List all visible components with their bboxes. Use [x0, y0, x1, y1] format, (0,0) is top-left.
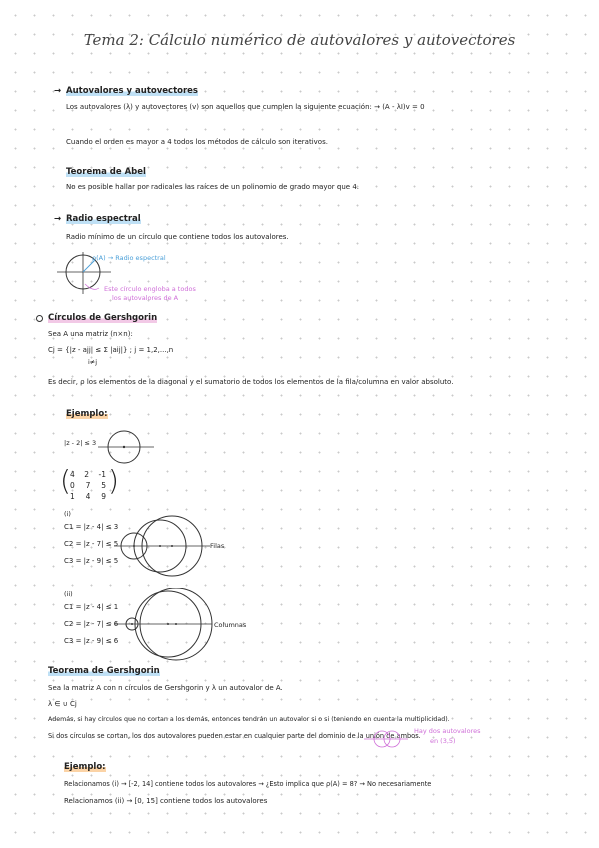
row-i-c2: C2 = |z - 7| ≤ 5	[64, 540, 119, 548]
text-radio-definition: Radio mínimo de un círculo que contiene todos los autovalores.	[66, 233, 289, 241]
matrix-left-bracket: (	[60, 464, 71, 497]
bullet-icon	[36, 315, 43, 322]
gershgorin-columnas-diagram	[112, 588, 214, 666]
arrow-icon: →	[54, 86, 62, 96]
matrix: 4 2 -1 0 7 5 1 4 9	[70, 470, 106, 501]
heading-abel: Teorema de Abel	[66, 167, 146, 177]
circle-example-diagram	[96, 424, 156, 470]
text-es-decir: Es decir, ρ los elementos de la diagonal y el sumatorio de todos los elementos de la fila/columna en valor absoluto.	[48, 378, 454, 386]
heading-autovalores: Autovalores y autovectores	[66, 86, 198, 96]
text-teorema-line1: Sea la matriz A con n círculos de Gershgorin y λ un autovalor de A.	[48, 684, 283, 692]
heading-circulos-gershgorin: Círculos de Gershgorin	[48, 313, 158, 323]
text-orden-iterativo: Cuando el orden es mayor a 4 todos los métodos de cálculo son iterativos.	[66, 138, 328, 146]
row-ii-c2: C2 = |z - 7| ≤ 6	[64, 620, 119, 628]
note-dos-autovalores-1: Hay dos autovalores	[414, 727, 481, 735]
label-columnas: Columnas	[214, 621, 247, 629]
note-circle-line1: Este círculo engloba a todos	[104, 285, 196, 293]
page-title: Tema 2: Cálculo numérico de autovalores y autovectores	[83, 31, 516, 49]
text-teorema-line3: Además, si hay círculos que no cortan a los demás, entonces tendrán un autovalor si o si (teniendo en cuenta la multiplicidad).	[48, 716, 450, 723]
label-part-ii: (ii)	[64, 590, 73, 598]
heading-teorema-gershgorin: Teorema de Gershgorin	[48, 666, 160, 676]
two-circles-sketch	[364, 728, 410, 750]
text-abel: No es posible hallar por radicales las raíces de un polinomio de grado mayor que 4.	[66, 183, 360, 191]
text-autovalores-definition: Los autovalores (λ) y autovectores (v) son aquellos que cumplen la siguiente ecuación: → (A - λI)v = 0	[66, 103, 425, 111]
text-teorema-line4: Si dos círculos se cortan, los dos autovalores pueden estar en cualquier parte del dominio de la unión de ambos.	[48, 732, 421, 740]
row-i-c1: C1 = |z - 4| ≤ 3	[64, 523, 119, 531]
text-teorema-line2: λ ∈ ∪ Cj	[48, 700, 77, 708]
label-radio-espectral: ρ(A) → Radio espectral	[92, 254, 166, 262]
label-filas: Filas	[210, 542, 225, 550]
text-ejemplo2-line2: Relacionamos (ii) → [0, 15] contiene todos los autovalores	[64, 797, 268, 805]
text-ejemplo2-line1: Relacionamos (i) → [-2, 14] contiene todos los autovalores → ¿Esto implica que ρ(A) = 8? → No necesariamente	[64, 780, 432, 788]
text-sea-A: Sea A una matriz (n×n):	[48, 330, 133, 338]
row-i-c3: C3 = |z - 9| ≤ 5	[64, 557, 119, 565]
heading-radio-espectral: Radio espectral	[66, 214, 141, 224]
heading-ejemplo-1: Ejemplo:	[66, 409, 108, 419]
label-circle-example: |z - 2| ≤ 3	[64, 439, 97, 447]
arrow-icon: →	[54, 214, 62, 224]
matrix-right-bracket: )	[108, 464, 119, 497]
formula-gershgorin: Cj = {|z - ajj| ≤ Σ |aij|} ; j = 1,2,...,n	[48, 346, 174, 354]
note-dos-autovalores-2: en (3,5)	[430, 737, 456, 745]
label-part-i: (i)	[64, 510, 71, 518]
heading-ejemplo-2: Ejemplo:	[64, 762, 106, 772]
note-circle-line2: los autovalores de A	[112, 294, 179, 302]
formula-subscript: i≠j	[88, 358, 98, 366]
row-ii-c3: C3 = |z - 9| ≤ 6	[64, 637, 119, 645]
row-ii-c1: C1 = |z - 4| ≤ 1	[64, 603, 119, 611]
gershgorin-filas-diagram	[112, 510, 212, 582]
